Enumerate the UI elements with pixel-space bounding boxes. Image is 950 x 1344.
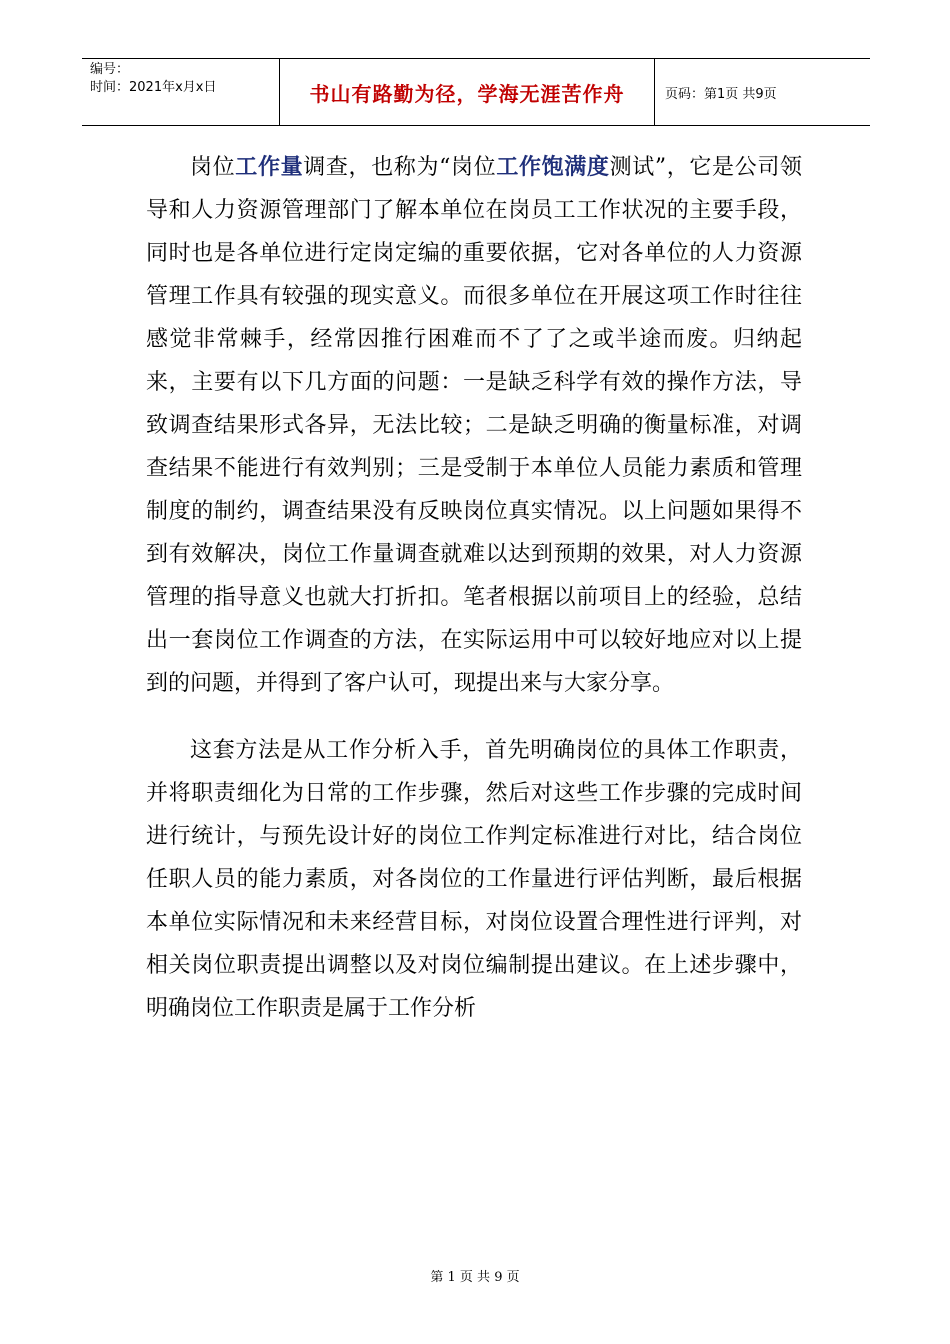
p1-text-c: 测试”，它是公司领导和人力资源管理部门了解本单位在岗员工工作状况的主要手段，同时也是各单位进行定岗定编的重要依据，它对各单位的人力资源管理工作具有较强的现实意义。而很多单位在开展这项工作时往往感觉非常棘手，经常因推行困难而不了了之或半途而废。归纳起来，主要有以下几方面的问题：一是缺乏科学有效的操作方法，导致调查结果形式各异，无法比较；二是缺乏明确的衡量标准，对调查结果不能进行有效判别；三是受制于本单位人员能力素质和管理制度的制约，调查结果没有反映岗位真实情况。以上问题如果得不到有效解决，岗位工作量调查就难以达到预期的效果，对人力资源管理的指导意义也就大打折扣。笔者根据以前项目上的经验，总结出一套岗位工作调查的方法，在实际运用中可以较好地应对以上提到的问题，并得到了客户认可，现提出来与大家分享。 [146, 155, 802, 696]
page-header [82, 58, 870, 126]
header-motto: 书山有路勤为径，学海无涯苦作舟 [280, 59, 655, 125]
header-meta [82, 59, 280, 125]
number-label: 编号： [90, 62, 130, 77]
p1-text-a: 岗位 [190, 155, 236, 180]
document-body [146, 146, 802, 1030]
keyword-workload: 工作量 [235, 154, 304, 180]
keyword-saturation: 工作饱满度 [496, 154, 610, 180]
page-footer: 第 1 页 共 9 页 [430, 1270, 520, 1285]
header-page-info: 页码：第1页 共9页 [665, 86, 777, 102]
paragraph-2: 这套方法是从工作分析入手，首先明确岗位的具体工作职责，并将职责细化为日常的工作步骤，然后对这些工作步骤的完成时间进行统计，与预先设计好的岗位工作判定标准进行对比，结合岗位任职人员的能力素质，对各岗位的工作量进行评估判断，最后根据本单位实际情况和未来经营目标，对岗位设置合理性进行评判，对相关岗位职责提出调整以及对岗位编制提出建议。在上述步骤中，明确岗位工作职责是属于工作分析 [146, 738, 802, 1021]
p1-text-b: 调查，也称为“岗位 [303, 155, 497, 180]
time-label: 时间：2021年x月x日 [90, 80, 217, 95]
paragraph-1 [146, 146, 802, 705]
